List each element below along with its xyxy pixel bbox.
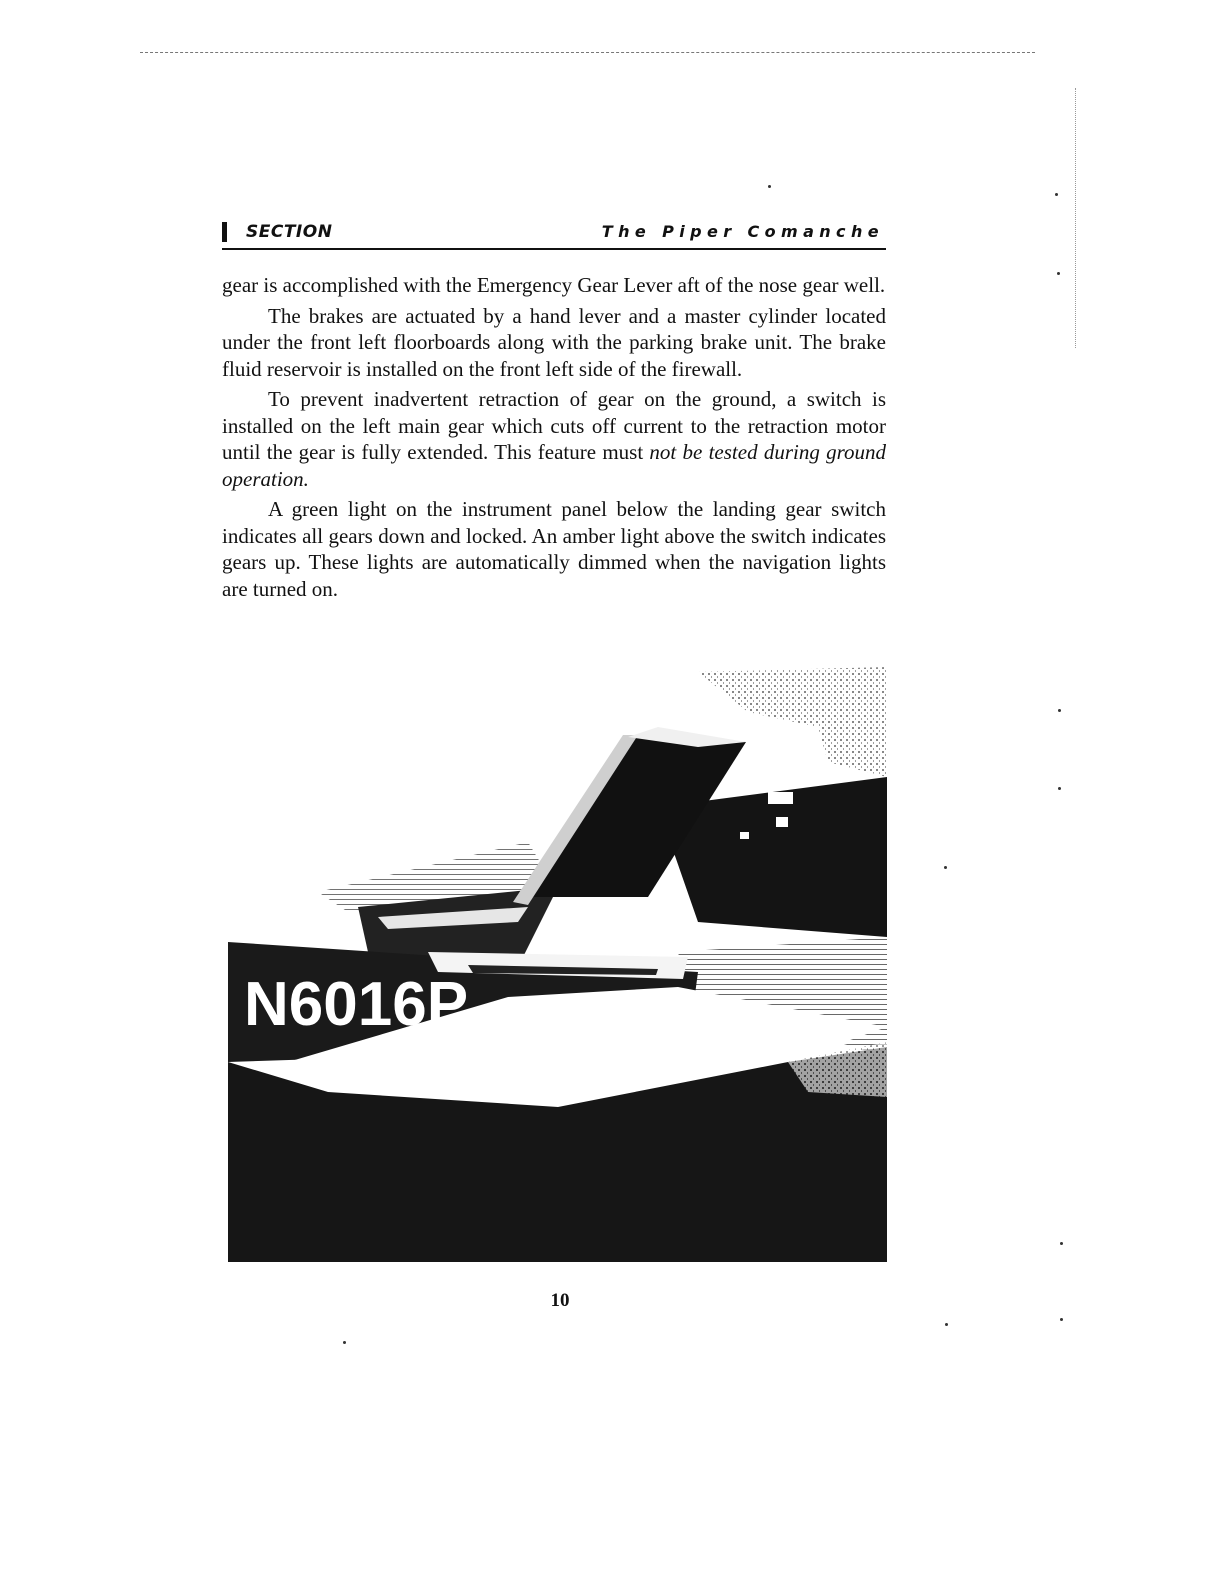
paragraph-gear-switch [222, 386, 886, 492]
running-header [222, 220, 886, 250]
scan-speck [1060, 1318, 1063, 1321]
scan-speck [945, 1323, 948, 1326]
scan-speck [343, 1341, 346, 1344]
tail-photo [228, 667, 887, 1262]
section-marker [222, 222, 227, 242]
paragraph-brakes: The brakes are actuated by a hand lever and a master cylinder located under the front left floorboards along with the parking brake unit. The brake fluid reservoir is installed on the front left side of the firewall. [222, 303, 886, 381]
scan-speck [768, 185, 771, 188]
paragraph-gear-switch-warning: not be tested during ground operation. [222, 440, 886, 491]
book-title: The Piper Comanche [601, 222, 884, 241]
registration-mark: N6016P [244, 970, 469, 1039]
scan-speck [1060, 1242, 1063, 1245]
tail-photo-illustration [228, 667, 887, 1262]
scan-speck [944, 866, 947, 869]
paragraph-gear-switch-text: To prevent inadvertent retraction of gear on the ground, a switch is installed on the left main gear which cuts off current to the retraction motor until the gear is fully extended. This feature must [222, 387, 886, 464]
scan-speck [1058, 787, 1061, 790]
body-text [222, 272, 886, 606]
scan-top-rule [140, 52, 1035, 53]
section-label: SECTION [246, 222, 333, 242]
paragraph-emergency-gear: gear is accomplished with the Emergency Gear Lever aft of the nose gear well. [222, 273, 886, 297]
scan-edge-line [1075, 88, 1076, 348]
scan-speck [1057, 272, 1060, 275]
page-number: 10 [550, 1290, 570, 1311]
scan-speck [1058, 709, 1061, 712]
paragraph-gear-lights: A green light on the instrument panel below the landing gear switch indicates all gears down and locked. An amber light above the switch indicates gears up. These lights are automatically dimmed when the navigation lights are turned on. [222, 497, 886, 601]
scan-speck [1055, 193, 1058, 196]
